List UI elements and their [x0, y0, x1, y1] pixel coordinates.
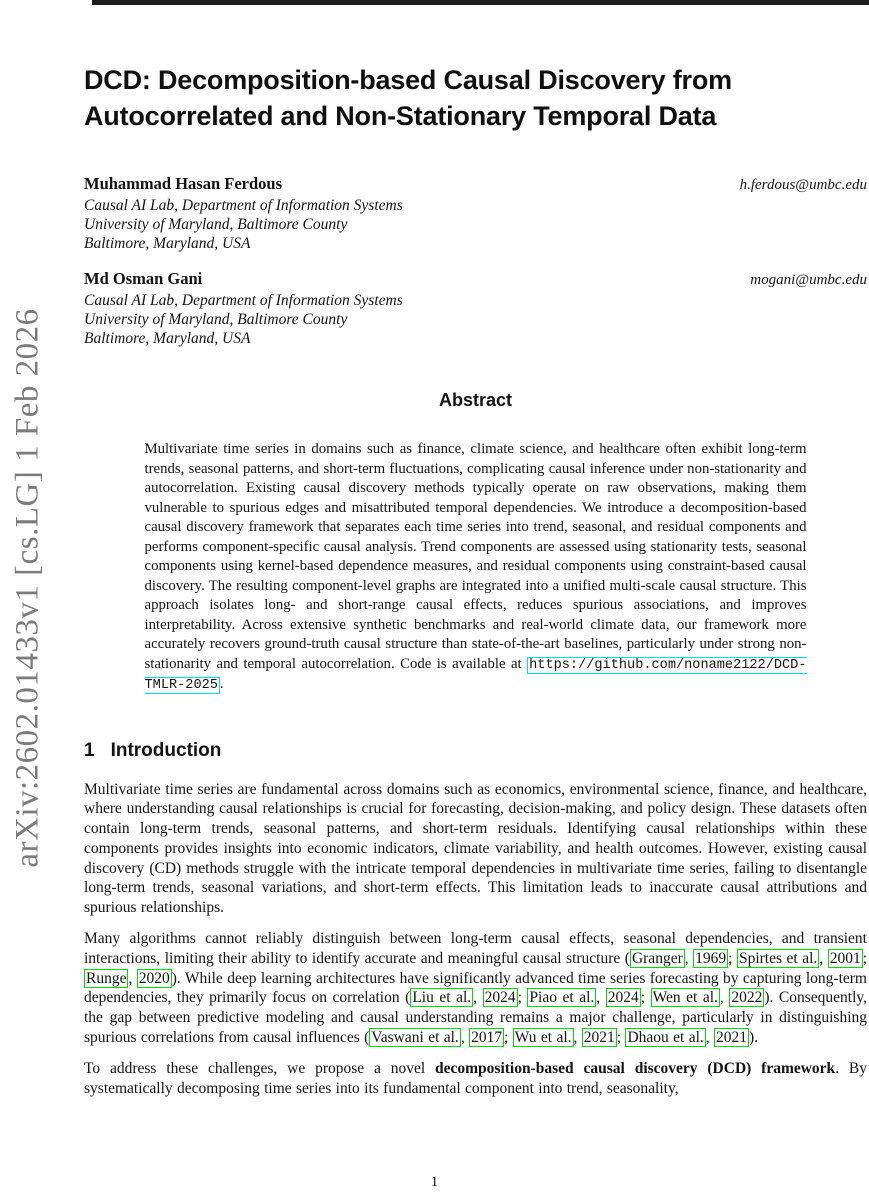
citation-year-link[interactable]: 2017 [471, 1029, 503, 1047]
abstract-body [145, 440, 807, 696]
affiliation-line: Causal AI Lab, Department of Information Systems [84, 197, 403, 214]
affiliation-line: University of Maryland, Baltimore County [84, 216, 348, 233]
citation-year-link[interactable]: 2024 [607, 989, 639, 1007]
author-block-2 [84, 269, 867, 348]
abstract-text-end: . [219, 676, 224, 692]
citation-year-link[interactable]: 2021 [583, 1029, 615, 1047]
citation-author-link[interactable]: Piao et al. [529, 989, 595, 1007]
citation-author-link[interactable]: Runge [86, 969, 127, 987]
citation-author-link[interactable]: Dhaou et al. [627, 1029, 704, 1047]
citation-year-link[interactable]: 2001 [829, 949, 861, 967]
citation-author-link[interactable]: Wu et al. [514, 1029, 572, 1047]
code-repository-link[interactable]: https://github.com/noname2122/DCD-TMLR-2025 [144, 657, 807, 693]
author-name: Md Osman Gani [84, 269, 203, 288]
citation-author-link[interactable]: Vaswani et al. [371, 1029, 459, 1047]
section-number: 1 [84, 739, 95, 761]
affiliation-line: Baltimore, Maryland, USA [84, 330, 251, 347]
author-block-1 [84, 174, 867, 253]
abstract-text: Multivariate time series in domains such as finance, climate science, and healthcare often exhibit long-term trends, seasonal patterns, and short-term fluctuations, complicating causal inference under non-stationarity and autocorrelation. Existing causal discovery methods typically operate on raw observations, making them vulnerable to spurious edges and misattributed temporal dependencies. We introduce a decomposition-based causal discovery framework that separates each time series into trend, seasonal, and residual components and performs component-specific causal analysis. Trend components are assessed using stationarity tests, seasonal components using kernel-based dependence measures, and residual components using constraint-based causal discovery. The resulting component-level graphs are integrated into a unified multi-scale causal structure. This approach isolates long- and short-range causal effects, reduces spurious associations, and improves interpretability. Across extensive synthetic benchmarks and real-world climate data, our framework more accurately recovers ground-truth causal structure than state-of-the-art baselines, particularly under strong non-stationarity and temporal autocorrelation. Code is available at [144, 441, 807, 672]
citation-year-link[interactable]: 2020 [138, 969, 170, 987]
citation-year-link[interactable]: 2024 [484, 989, 516, 1007]
paragraph-text: ). [749, 1029, 759, 1047]
arxiv-watermark: arXiv:2602.01433v1 [cs.LG] 1 Feb 2026 [9, 308, 46, 868]
section-1-heading [84, 740, 867, 762]
author-head [84, 269, 867, 289]
citation-year-link[interactable]: 1969 [695, 949, 727, 967]
section-title: Introduction [110, 739, 222, 761]
citation-year-link[interactable]: 2022 [731, 989, 763, 1007]
citation-year-link[interactable]: 2021 [716, 1029, 748, 1047]
paragraph-text: ). Consequently, the gap between predictive modeling and causal understanding remains a major challenge, particularly in distinguishing spurious correlations from causal influences ( [84, 989, 868, 1047]
citation-author-link[interactable]: Spirtes et al. [738, 949, 818, 967]
citation-group-2: Liu et al. , 2024 ; Piao et al. , 2024 ; Wen et al. , 2022 [412, 989, 763, 1007]
abstract-heading: Abstract [438, 390, 513, 410]
author-email: h.ferdous@umbc.edu [739, 177, 867, 193]
citation-author-link[interactable]: Wen et al. [652, 989, 718, 1007]
paragraph-text: Many algorithms cannot reliably distinguish between long-term causal effects, seasonal dependencies, and transient interactions, limiting their ability to identify accurate and meaningful causal structure ( [84, 930, 867, 967]
paper-title: DCD: Decomposition-based Causal Discovery from Autocorrelated and Non-Stationary Temporal Data [84, 65, 732, 131]
paper-page [84, 0, 867, 1098]
author-head [84, 174, 867, 194]
citation-group-1: Granger , 1969 ; Spirtes et al. , 2001 ; Runge , 2020 [86, 949, 868, 987]
paragraph-text: To address these challenges, we propose a novel [84, 1059, 436, 1077]
affiliation-line: Causal AI Lab, Department of Information Systems [84, 292, 403, 309]
author-email: mogani@umbc.edu [750, 272, 867, 288]
author-name: Muhammad Hasan Ferdous [84, 174, 283, 193]
paragraph-text: ). While deep learning architectures have significantly advanced time series forecasting by capturing long-term dependencies, they primarily focus on correlation ( [84, 969, 867, 1007]
paragraph-text: . By systematically decomposing time series into its fundamental component into trend, seasonality, [84, 1059, 867, 1097]
page-number: 1 [430, 1174, 439, 1190]
author-affiliation [84, 291, 867, 348]
affiliation-line: Baltimore, Maryland, USA [84, 235, 251, 252]
intro-paragraph-2 [84, 929, 867, 1048]
citation-author-link[interactable]: Liu et al. [412, 989, 472, 1007]
citation-group-3: Vaswani et al. , 2017 ; Wu et al. , 2021 ; Dhaou et al. , 2021 [371, 1029, 748, 1047]
framework-name-bold: decomposition-based causal discovery (DCD) framework [435, 1059, 836, 1077]
author-affiliation [84, 196, 867, 253]
intro-paragraph-3 [84, 1059, 867, 1099]
citation-author-link[interactable]: Granger [631, 949, 683, 967]
intro-paragraph-1: Multivariate time series are fundamental across domains such as economics, environmental science, finance, and healthcare, where understanding causal relationships is crucial for forecasting, decision-making, and policy design. These datasets often contain long-term trends, seasonal patterns, and short-term residuals. Identifying causal relationships within these components provides insights into economic indicators, climate variability, and health outcomes. However, existing causal discovery (CD) methods struggle with the intricate temporal dependencies in multivariate time series, failing to disentangle long-term trends, seasonal variations, and short-term effects. This limitation leads to inaccurate causal attributions and spurious relationships. [84, 780, 867, 917]
affiliation-line: University of Maryland, Baltimore County [84, 311, 348, 328]
